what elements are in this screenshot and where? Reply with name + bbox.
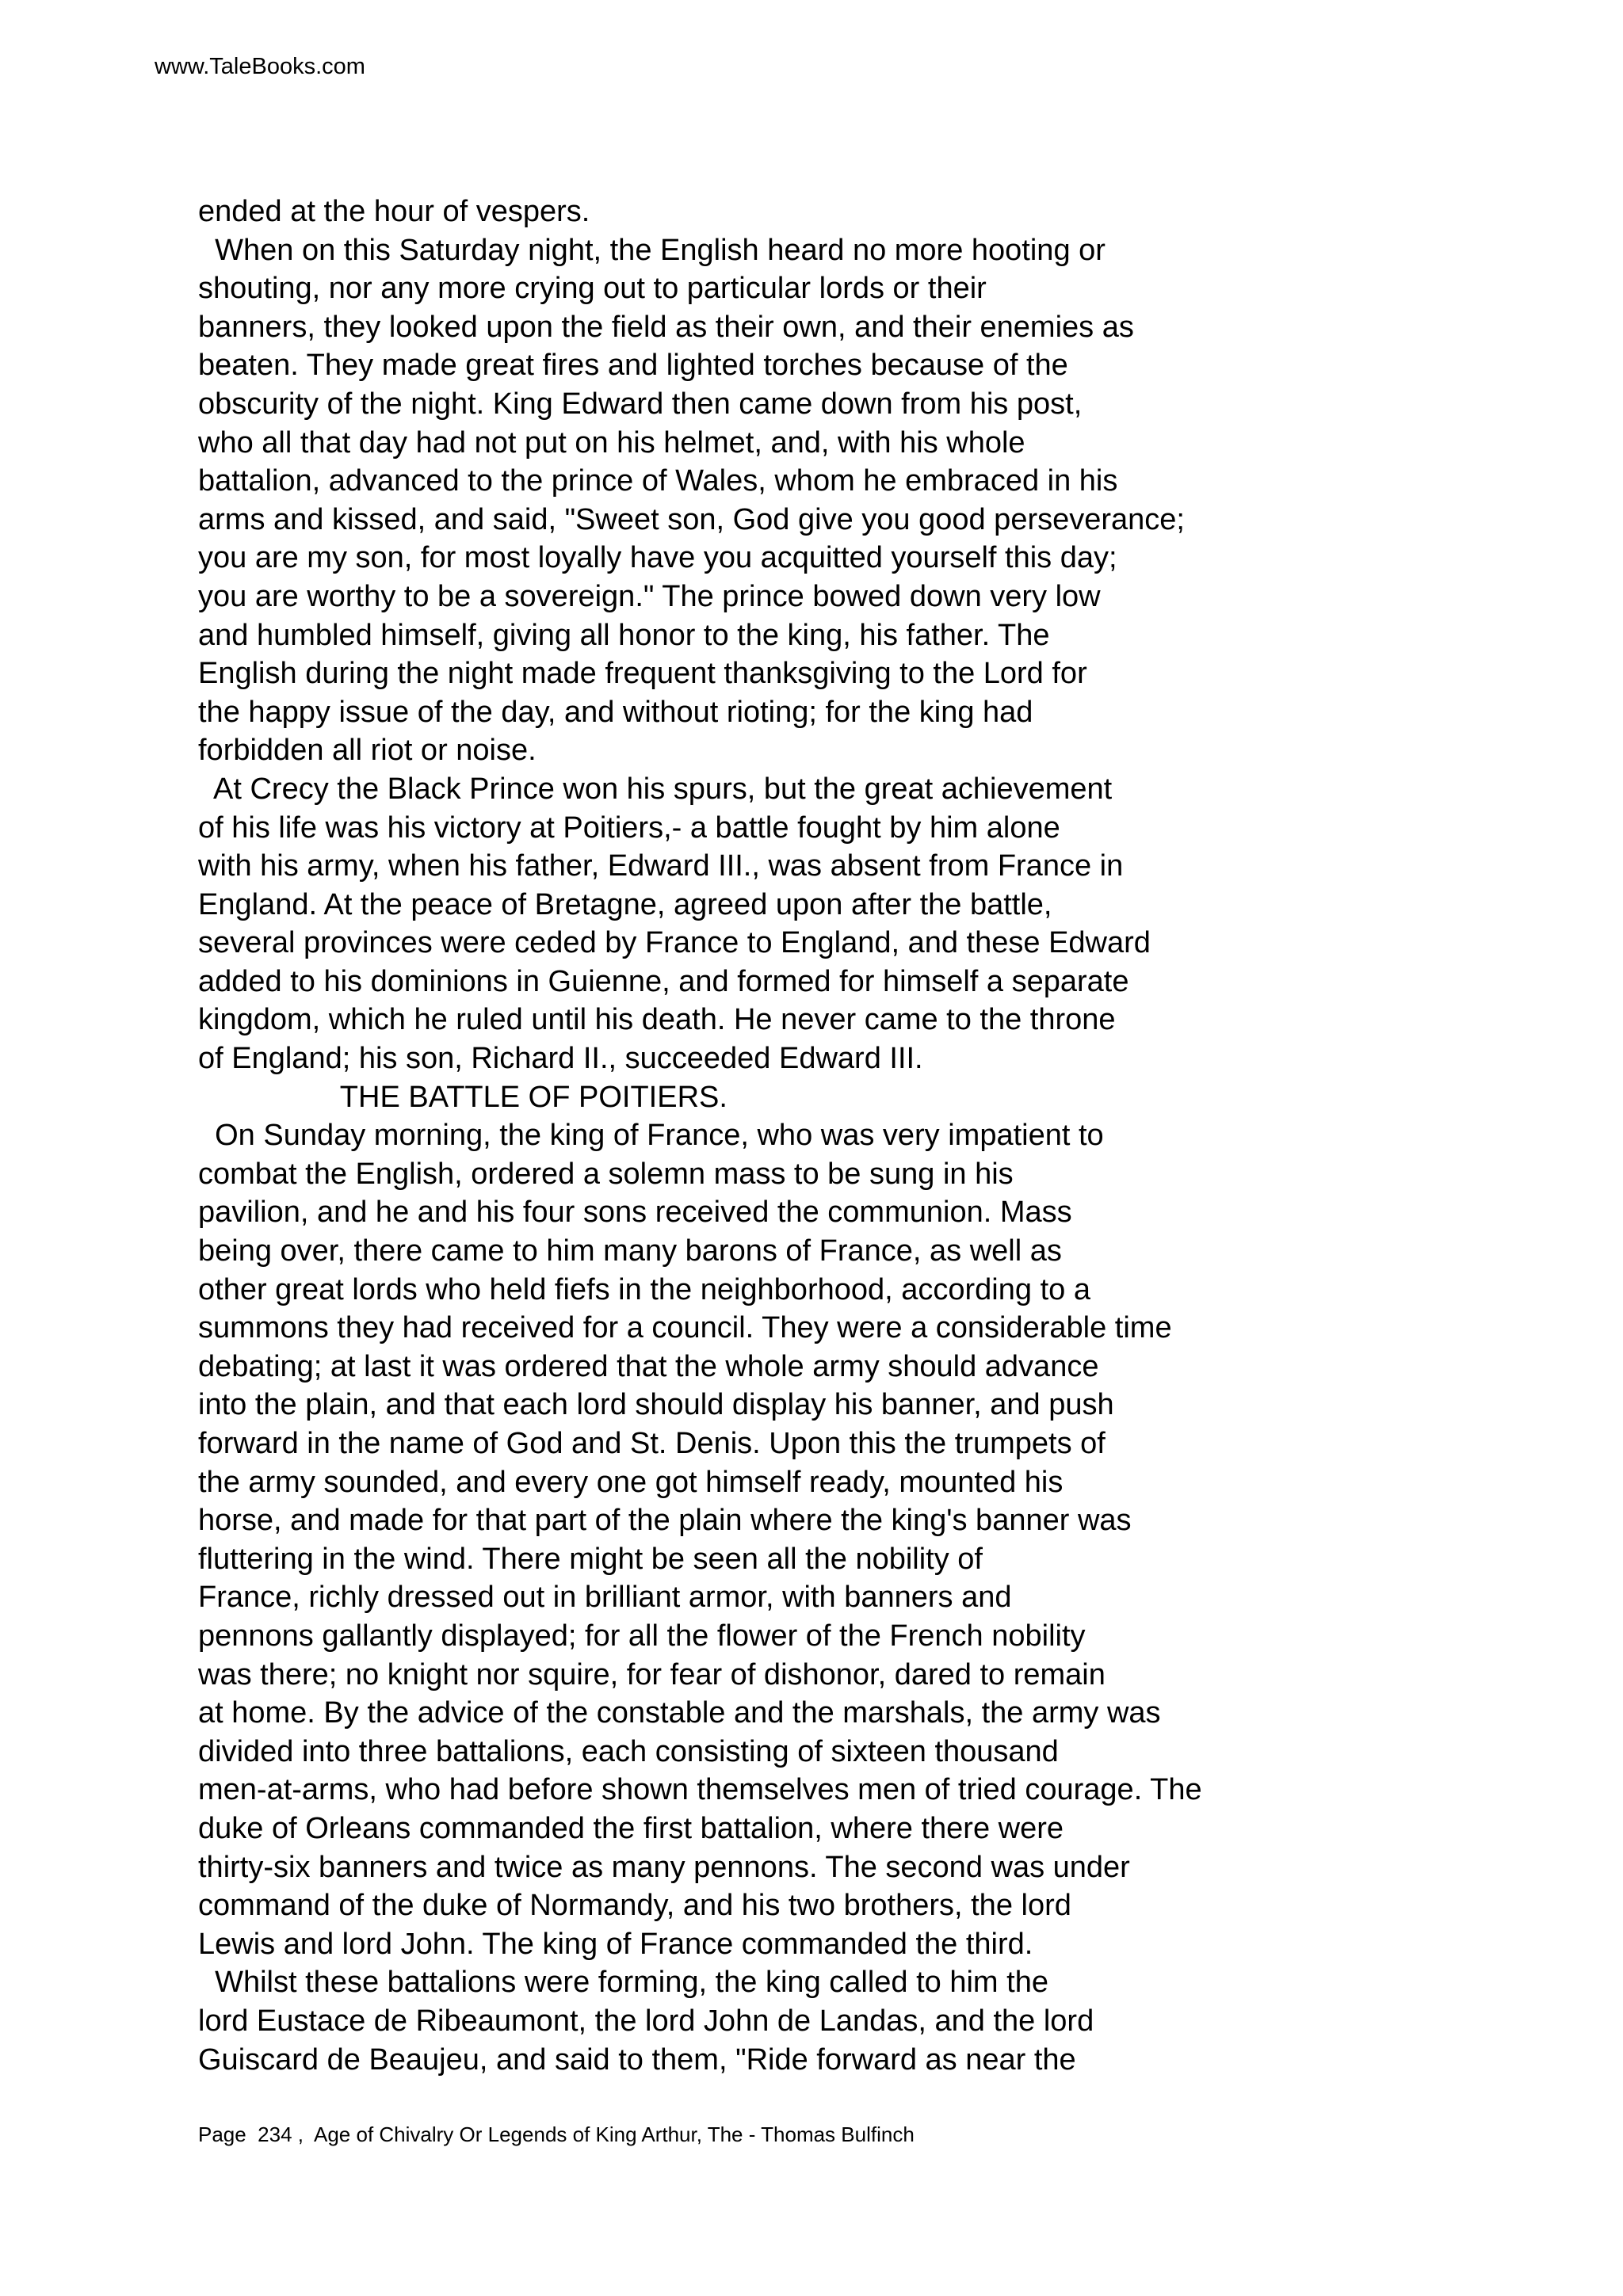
text-line: shouting, nor any more crying out to particular lords or their xyxy=(198,272,987,306)
text-line: who all that day had not put on his helmet, and, with his whole xyxy=(198,425,1025,460)
text-line: When on this Saturday night, the English heard no more hooting or xyxy=(198,233,1106,267)
text-line: and humbled himself, giving all honor to the king, his father. The xyxy=(198,618,1050,652)
text-line: summons they had received for a council. They were a considerable time xyxy=(198,1311,1172,1345)
text-line: thirty-six banners and twice as many pennons. The second was under xyxy=(198,1850,1130,1884)
text-line: of England; his son, Richard II., succeeded Edward III. xyxy=(198,1042,923,1076)
text-line: battalion, advanced to the prince of Wales, whom he embraced in his xyxy=(198,464,1118,498)
text-line: with his army, when his father, Edward III., was absent from France in xyxy=(198,849,1124,883)
text-line: At Crecy the Black Prince won his spurs, but the great achievement xyxy=(198,772,1113,806)
text-line: fluttering in the wind. There might be seen all the nobility of xyxy=(198,1542,983,1576)
text-line: you are worthy to be a sovereign." The prince bowed down very low xyxy=(198,579,1101,613)
text-line: of his life was his victory at Poitiers,- a battle fought by him alone xyxy=(198,810,1060,845)
text-line: duke of Orleans commanded the first battalion, where there were xyxy=(198,1811,1064,1845)
text-line: pavilion, and he and his four sons received the communion. Mass xyxy=(198,1196,1072,1230)
text-line: the army sounded, and every one got himself ready, mounted his xyxy=(198,1465,1064,1499)
text-line: ended at the hour of vespers. xyxy=(198,195,590,228)
text-line: you are my son, for most loyally have you acquitted yourself this day; xyxy=(198,541,1117,575)
text-line: command of the duke of Normandy, and his two brothers, the lord xyxy=(198,1889,1071,1923)
text-line: Guiscard de Beaujeu, and said to them, "Ride forward as near the xyxy=(198,2042,1076,2077)
text-line: forbidden all riot or noise. xyxy=(198,734,537,768)
text-line: Whilst these battalions were forming, the king called to him the xyxy=(198,1966,1048,2000)
text-line: combat the English, ordered a solemn mass to be sung in his xyxy=(198,1157,1014,1191)
text-line: horse, and made for that part of the plain where the king's banner was xyxy=(198,1504,1132,1538)
text-line: debating; at last it was ordered that the whole army should advance xyxy=(198,1349,1099,1383)
site-url: www.TaleBooks.com xyxy=(155,54,365,79)
text-line: arms and kissed, and said, "Sweet son, God give you good perseverance; xyxy=(198,502,1185,536)
body-text xyxy=(198,193,1202,2079)
text-line: into the plain, and that each lord should display his banner, and push xyxy=(198,1388,1114,1422)
text-line: several provinces were ceded by France to England, and these Edward xyxy=(198,926,1151,960)
text-line: THE BATTLE OF POITIERS. xyxy=(198,1080,727,1114)
text-line: On Sunday morning, the king of France, who was very impatient to xyxy=(198,1119,1104,1153)
text-line: other great lords who held fiefs in the neighborhood, according to a xyxy=(198,1272,1090,1306)
text-line: divided into three battalions, each consisting of sixteen thousand xyxy=(198,1734,1059,1768)
text-line: France, richly dressed out in brilliant armor, with banners and xyxy=(198,1581,1012,1615)
text-line: the happy issue of the day, and without rioting; for the king had xyxy=(198,695,1033,729)
text-line: kingdom, which he ruled until his death. He never came to the throne xyxy=(198,1003,1116,1037)
text-line: was there; no knight nor squire, for fear of dishonor, dared to remain xyxy=(198,1657,1106,1691)
text-line: Lewis and lord John. The king of France commanded the third. xyxy=(198,1927,1033,1961)
text-line: English during the night made frequent thanksgiving to the Lord for xyxy=(198,657,1087,691)
page-footer: Page 234 , Age of Chivalry Or Legends of King Arthur, The - Thomas Bulfinch xyxy=(198,2122,915,2146)
text-line: added to his dominions in Guienne, and formed for himself a separate xyxy=(198,964,1129,998)
text-line: beaten. They made great fires and lighted torches because of the xyxy=(198,349,1068,383)
text-line: England. At the peace of Bretagne, agreed upon after the battle, xyxy=(198,887,1052,921)
text-line: men-at-arms, who had before shown themselves men of tried courage. The xyxy=(198,1773,1202,1807)
text-line: pennons gallantly displayed; for all the flower of the French nobility xyxy=(198,1619,1086,1653)
text-line: at home. By the advice of the constable and the marshals, the army was xyxy=(198,1696,1161,1730)
text-line: obscurity of the night. King Edward then came down from his post, xyxy=(198,387,1083,421)
text-line: lord Eustace de Ribeaumont, the lord John de Landas, and the lord xyxy=(198,2004,1094,2038)
text-line: being over, there came to him many barons of France, as well as xyxy=(198,1234,1062,1268)
text-line: forward in the name of God and St. Denis. Upon this the trumpets of xyxy=(198,1427,1106,1460)
text-line: banners, they looked upon the field as their own, and their enemies as xyxy=(198,310,1134,344)
